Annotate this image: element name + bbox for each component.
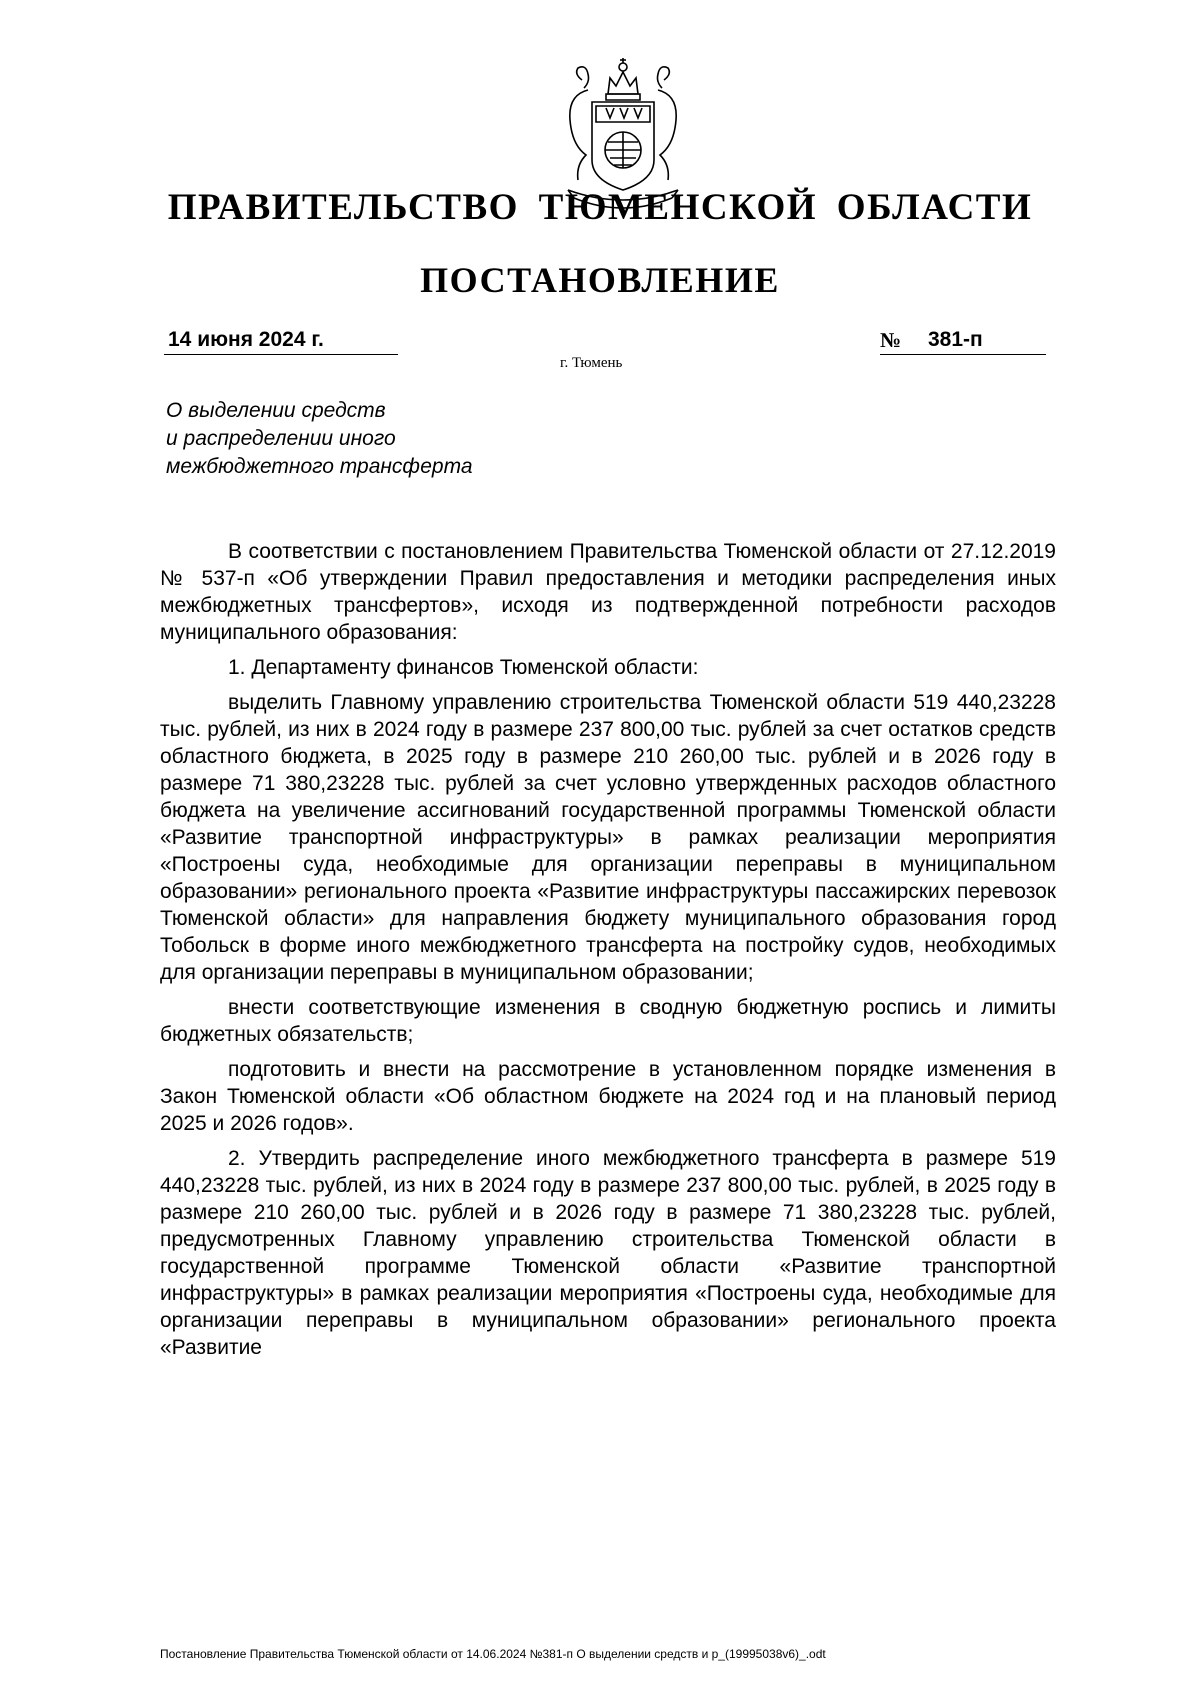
body-paragraph: выделить Главному управлению строительства Тюменской области 519 440,23228 тыс. рублей, из них в 2024 году в размере 237 800,00 тыс. рублей за счет остатков средств областного бюджета, в 2025 году в размере 210 260,00 тыс. рублей и в 2026 году в размере 71 380,23228 тыс. рублей за счет условно утвержденных расходов областного бюджета на увеличение ассигнований государственной программы Тюменской области «Развитие транспортной инфраструктуры» в рамках реализации мероприятия «Построены суда, необходимые для организации переправы в муниципальном образовании» регионального проекта «Развитие инфраструктуры пассажирских перевозок Тюменской области» для направления бюджету муниципального образования город Тобольск в форме иного межбюджетного трансферта на постройку судов, необходимых для организации переправы в муниципальном образовании;: [160, 691, 1056, 984]
document-type: ПОСТАНОВЛЕНИЕ: [420, 260, 780, 300]
document-subject: [166, 397, 473, 481]
number-sign: №: [880, 328, 902, 352]
subject-line: межбюджетного трансферта: [166, 455, 473, 478]
page-footer: Постановление Правительства Тюменской области от 14.06.2024 №381-п О выделении средств и р_(19995038v6)_.odt: [160, 1647, 826, 1661]
body-paragraph: подготовить и внести на рассмотрение в установленном порядке изменения в Закон Тюменской области «Об областном бюджете на 2024 год и на плановый период 2025 и 2026 годов».: [160, 1058, 1056, 1135]
body-paragraph: В соответствии с постановлением Правительства Тюменской области от 27.12.2019 № 537-п «Об утверждении Правил предоставления и методики распределения иных межбюджетных трансфертов», исходя из подтвержденной потребности расходов муниципального образования:: [160, 540, 1056, 644]
document-date: 14 июня 2024 г.: [168, 328, 324, 351]
body-paragraph: 2. Утвердить распределение иного межбюджетного трансферта в размере 519 440,23228 тыс. рублей, из них в 2024 году в размере 237 800,00 тыс. рублей, в 2025 году в размере 210 260,00 тыс. рублей и в 2026 году в размере 71 380,23228 тыс. рублей, предусмотренных Главному управлению строительства Тюменской области в государственной программе Тюменской области «Развитие транспортной инфраструктуры» в рамках реализации мероприятия «Построены суда, необходимые для организации переправы в муниципальном образовании» регионального проекта «Развитие: [160, 1147, 1056, 1359]
organization-title: ПРАВИТЕЛЬСТВО ТЮМЕНСКОЙ ОБЛАСТИ: [167, 187, 1033, 228]
date-field: [164, 326, 398, 355]
subject-line: и распределении иного: [166, 427, 396, 450]
city-label: г. Тюмень: [560, 355, 623, 371]
document-number: 381-п: [928, 328, 983, 351]
number-field: [880, 326, 1046, 355]
document-body: [160, 538, 1056, 1369]
body-paragraph: 1. Департаменту финансов Тюменской области:: [228, 656, 699, 679]
subject-line: О выделении средств: [166, 399, 386, 422]
body-paragraph: внести соответствующие изменения в сводную бюджетную роспись и лимиты бюджетных обязательств;: [160, 996, 1056, 1046]
